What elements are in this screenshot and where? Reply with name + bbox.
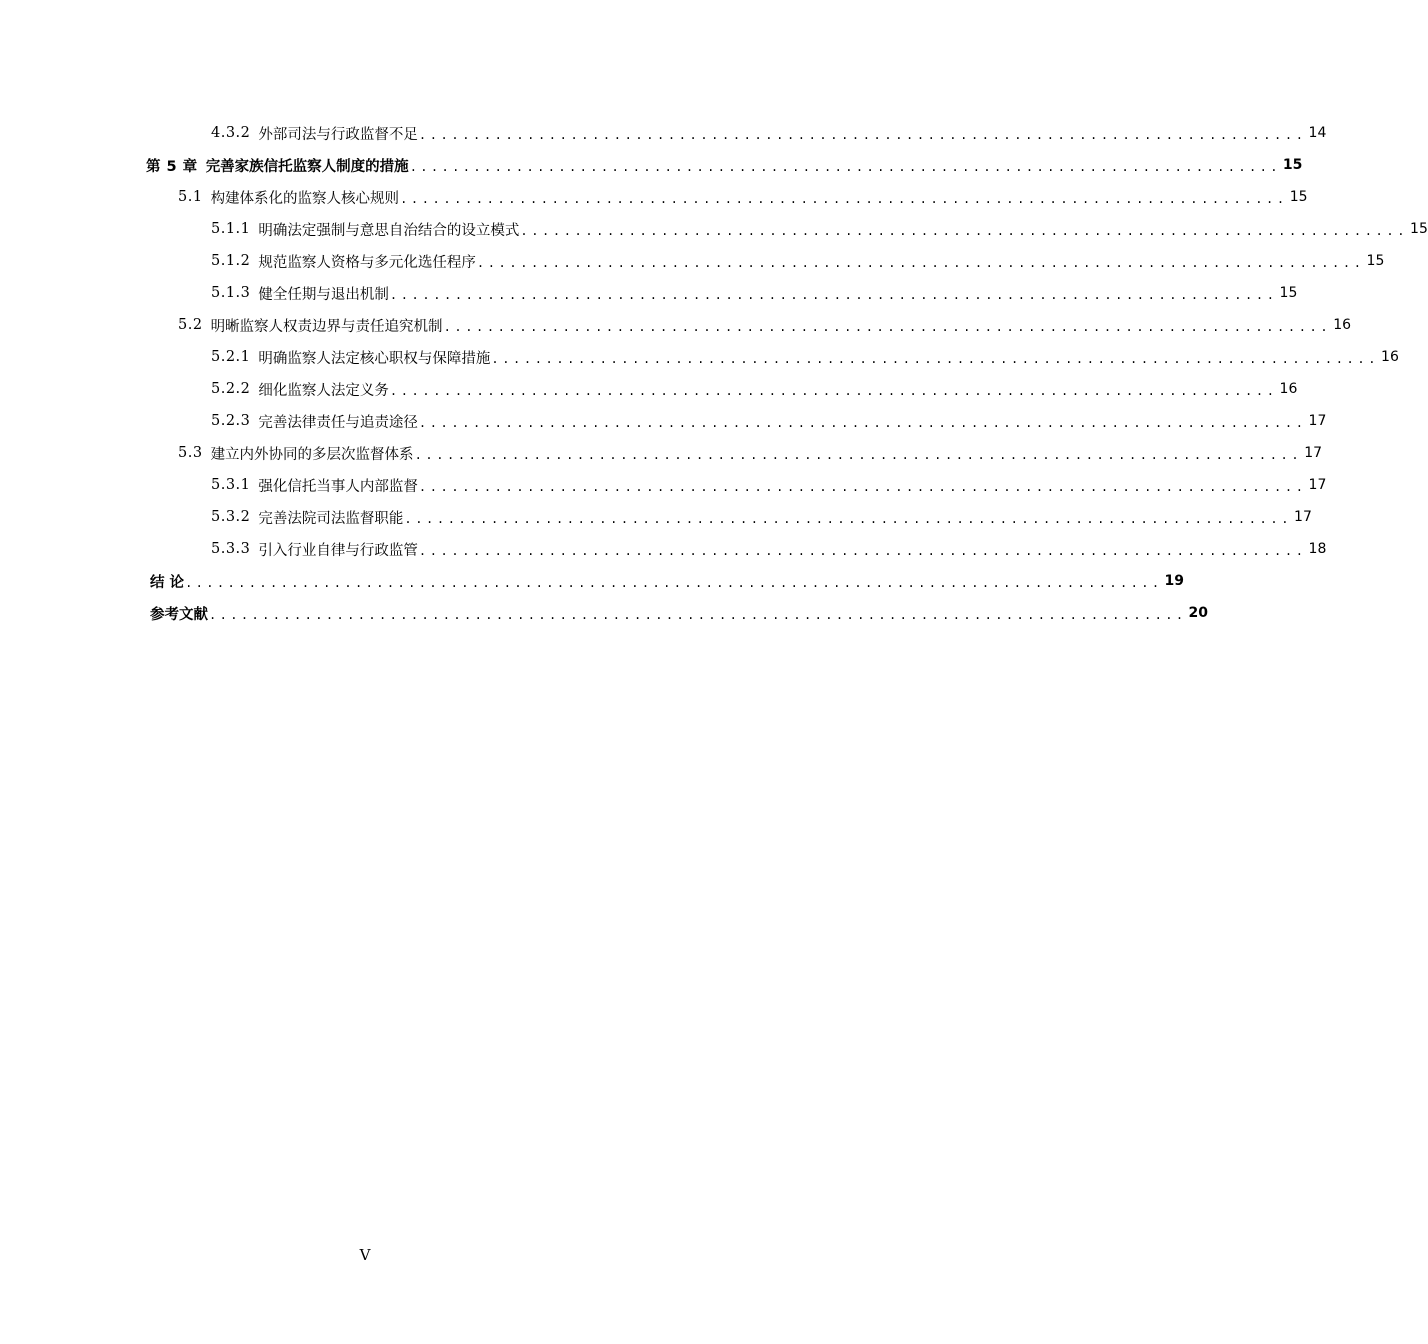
toc-entry-title: 健全任期与退出机制 bbox=[258, 286, 389, 303]
toc-entry-title: 完善家族信托监察人制度的措施 bbox=[205, 158, 409, 175]
dot-leader: .................................................................................. bbox=[389, 384, 1278, 398]
toc-entry-number: 5.3.2 bbox=[211, 509, 251, 525]
toc-entry-title: 建立内外协同的多层次监督体系 bbox=[210, 446, 414, 463]
toc-entry-5-3[interactable] bbox=[0, 437, 1323, 469]
toc-entry-5-1-3[interactable] bbox=[0, 277, 1298, 309]
toc-entry-number: 5.1.2 bbox=[211, 253, 251, 269]
toc-entry-page: 18 bbox=[1308, 541, 1327, 557]
toc-entry-number: 5.3.3 bbox=[211, 541, 251, 557]
toc-entry-title: 明晰监察人权责边界与责任追究机制 bbox=[210, 318, 443, 335]
toc-entry-page: 16 bbox=[1381, 349, 1399, 365]
page-number: V bbox=[359, 1246, 371, 1264]
toc-entry-page: 16 bbox=[1333, 317, 1352, 333]
toc-entry-title: 规范监察人资格与多元化选任程序 bbox=[258, 254, 476, 271]
toc-entry-5-2-2[interactable] bbox=[0, 373, 1298, 405]
dot-leader: .................................................................................. bbox=[409, 160, 1281, 174]
dot-leader: .................................................................................. bbox=[520, 224, 1409, 238]
toc-entry-5-2-3[interactable] bbox=[0, 405, 1327, 437]
toc-entry-number: 5.1 bbox=[178, 189, 203, 205]
toc-entry-5-3-3[interactable] bbox=[0, 533, 1327, 565]
toc-entry-number: 第 5 章 bbox=[146, 158, 198, 175]
toc-entry-page: 17 bbox=[1304, 445, 1323, 461]
dot-leader: .................................................................................. bbox=[443, 320, 1332, 334]
toc-entry-title: 引入行业自律与行政监管 bbox=[258, 542, 418, 559]
dot-leader: .................................................................................. bbox=[418, 544, 1307, 558]
toc-entry-title: 完善法律责任与追责途径 bbox=[258, 414, 418, 431]
toc-entry-title: 构建体系化的监察人核心规则 bbox=[210, 190, 400, 207]
toc-entry-title: 完善法院司法监督职能 bbox=[258, 510, 404, 527]
toc-entry-page: 15 bbox=[1289, 189, 1308, 205]
toc-entry-page: 15 bbox=[1279, 285, 1298, 301]
toc-entry-title: 明确监察人法定核心职权与保障措施 bbox=[258, 350, 491, 367]
toc-entry-page: 17 bbox=[1308, 413, 1327, 429]
toc-entry-number: 5.2 bbox=[178, 317, 203, 333]
toc-entry-page: 17 bbox=[1294, 509, 1312, 525]
toc-entry-number: 5.2.3 bbox=[211, 413, 251, 429]
toc-entry-title: 外部司法与行政监督不足 bbox=[258, 126, 418, 143]
dot-leader: .................................................................................. bbox=[404, 512, 1293, 526]
dot-leader: ............................................................................................ bbox=[209, 608, 1187, 622]
toc-entry-number: 5.1.3 bbox=[211, 285, 251, 301]
toc-entry-4-3-2[interactable] bbox=[0, 117, 1327, 149]
dot-leader: .................................................................................. bbox=[418, 480, 1307, 494]
toc-entry-number: 5.2.2 bbox=[211, 381, 251, 397]
toc-entry-5-1-1[interactable] bbox=[0, 213, 1428, 245]
toc-entry-number: 5.3 bbox=[178, 445, 203, 461]
dot-leader: .................................................................................. bbox=[418, 416, 1307, 430]
dot-leader: .................................................................................. bbox=[491, 352, 1380, 366]
toc-entry-page: 15 bbox=[1282, 157, 1303, 173]
dot-leader: ............................................................................................ bbox=[185, 576, 1163, 590]
toc-entry-number: 5.2.1 bbox=[211, 349, 251, 365]
toc-entry-5-3-1[interactable] bbox=[0, 469, 1327, 501]
toc-entry-page: 15 bbox=[1410, 221, 1428, 237]
toc-entry-page: 16 bbox=[1279, 381, 1298, 397]
toc-entry-chapter-5[interactable] bbox=[0, 149, 1303, 181]
dot-leader: .................................................................................. bbox=[400, 192, 1288, 206]
toc-entry-5-1[interactable] bbox=[0, 181, 1308, 213]
toc-entry-page: 17 bbox=[1308, 477, 1327, 493]
toc-entry-page: 15 bbox=[1366, 253, 1385, 269]
dot-leader: .................................................................................. bbox=[418, 128, 1307, 142]
dot-leader: .................................................................................. bbox=[476, 256, 1365, 270]
dot-leader: .................................................................................. bbox=[389, 288, 1278, 302]
dot-leader: .................................................................................. bbox=[414, 448, 1303, 462]
toc-entry-5-1-2[interactable] bbox=[0, 245, 1385, 277]
toc-entry-title: 结 论 bbox=[150, 574, 185, 591]
toc-entry-page: 14 bbox=[1308, 125, 1327, 141]
toc-entry-number: 5.1.1 bbox=[211, 221, 251, 237]
toc-entry-5-3-2[interactable] bbox=[0, 501, 1312, 533]
toc-entry-title: 细化监察人法定义务 bbox=[258, 382, 389, 399]
table-of-contents bbox=[0, 117, 1428, 629]
toc-entry-title: 参考文献 bbox=[150, 606, 208, 623]
toc-entry-title: 强化信托当事人内部监督 bbox=[258, 478, 418, 495]
toc-entry-conclusion[interactable] bbox=[0, 565, 1185, 597]
toc-entry-5-2[interactable] bbox=[0, 309, 1352, 341]
toc-entry-page: 20 bbox=[1188, 605, 1208, 621]
toc-entry-number: 5.3.1 bbox=[211, 477, 251, 493]
toc-entry-5-2-1[interactable] bbox=[0, 341, 1399, 373]
toc-entry-number: 4.3.2 bbox=[211, 125, 251, 141]
toc-entry-title: 明确法定强制与意思自治结合的设立模式 bbox=[258, 222, 520, 239]
toc-entry-references[interactable] bbox=[0, 597, 1208, 629]
toc-entry-page: 19 bbox=[1164, 573, 1185, 589]
